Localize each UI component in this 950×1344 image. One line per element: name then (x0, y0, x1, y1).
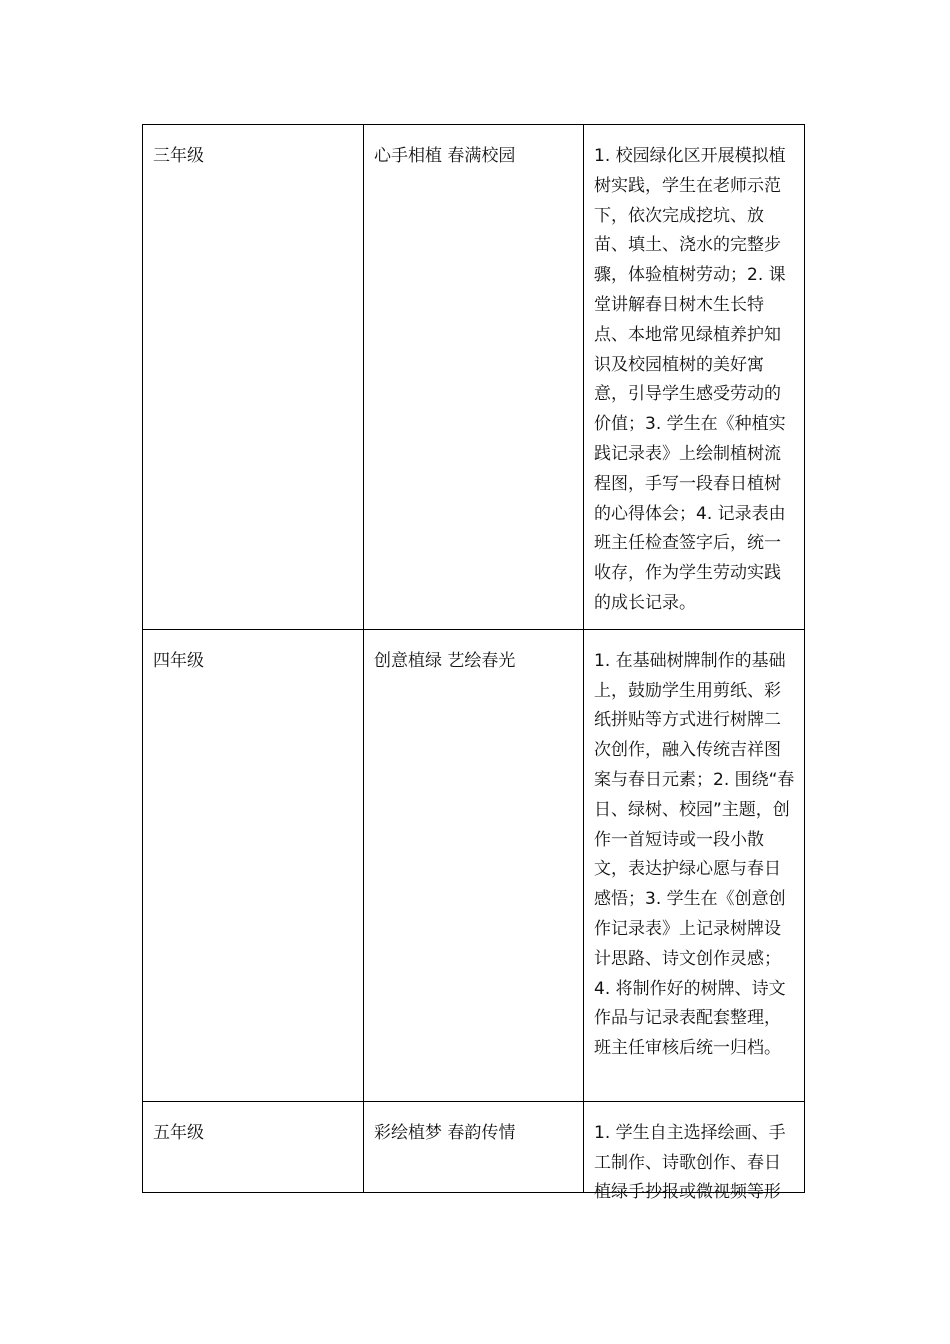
grade-label: 五年级 (153, 1122, 204, 1143)
content-cell (584, 629, 805, 1101)
grade-label: 三年级 (153, 146, 204, 166)
table-row (143, 629, 805, 1101)
content-text: 1. 学生自主选择绘画、手工制作、诗歌创作、春日植绿手抄报或微视频等形 (594, 1122, 786, 1203)
table-row (143, 125, 805, 630)
content-cell (584, 1101, 805, 1203)
theme-label: 心手相植 春满校园 (374, 146, 516, 166)
content-cell (584, 125, 805, 630)
content-text: 1. 校园绿化区开展模拟植树实践，学生在老师示范下，依次完成挖坑、放苗、填土、浇水的完整步骤，体验植树劳动；2. 课堂讲解春日树木生长特点、本地常见绿植养护知识及校园植树的美好寓意，引导学生感受劳动的价值；3. 学生在《种植实践记录表》上绘制植树流程图，手写一段春日植树的心得体会；4. 记录表由班主任检查签字后，统一收存，作为学生劳动实践的成长记录。 (594, 146, 786, 613)
theme-label: 彩绘植梦 春韵传情 (374, 1122, 516, 1143)
grade-cell (143, 125, 364, 630)
grade-cell (143, 629, 364, 1101)
activity-table (142, 124, 805, 1203)
content-text: 1. 在基础树牌制作的基础上，鼓励学生用剪纸、彩纸拼贴等方式进行树牌二次创作，融入传统吉祥图案与春日元素；2. 围绕“春日、绿树、校园”主题，创作一首短诗或一段小散文，表达护绿心愿与春日感悟；3. 学生在《创意创作记录表》上记录树牌设计思路、诗文创作灵感；4. 将制作好的树牌、诗文作品与记录表配套整理，班主任审核后统一归档。 (594, 650, 795, 1059)
grade-label: 四年级 (153, 650, 204, 671)
grade-cell (143, 1101, 364, 1192)
theme-cell (364, 1101, 584, 1192)
content-clip (594, 1119, 795, 1203)
theme-label: 创意植绿 艺绘春光 (374, 650, 516, 671)
table-row (143, 1101, 805, 1192)
theme-cell (364, 125, 584, 630)
theme-cell (364, 629, 584, 1101)
